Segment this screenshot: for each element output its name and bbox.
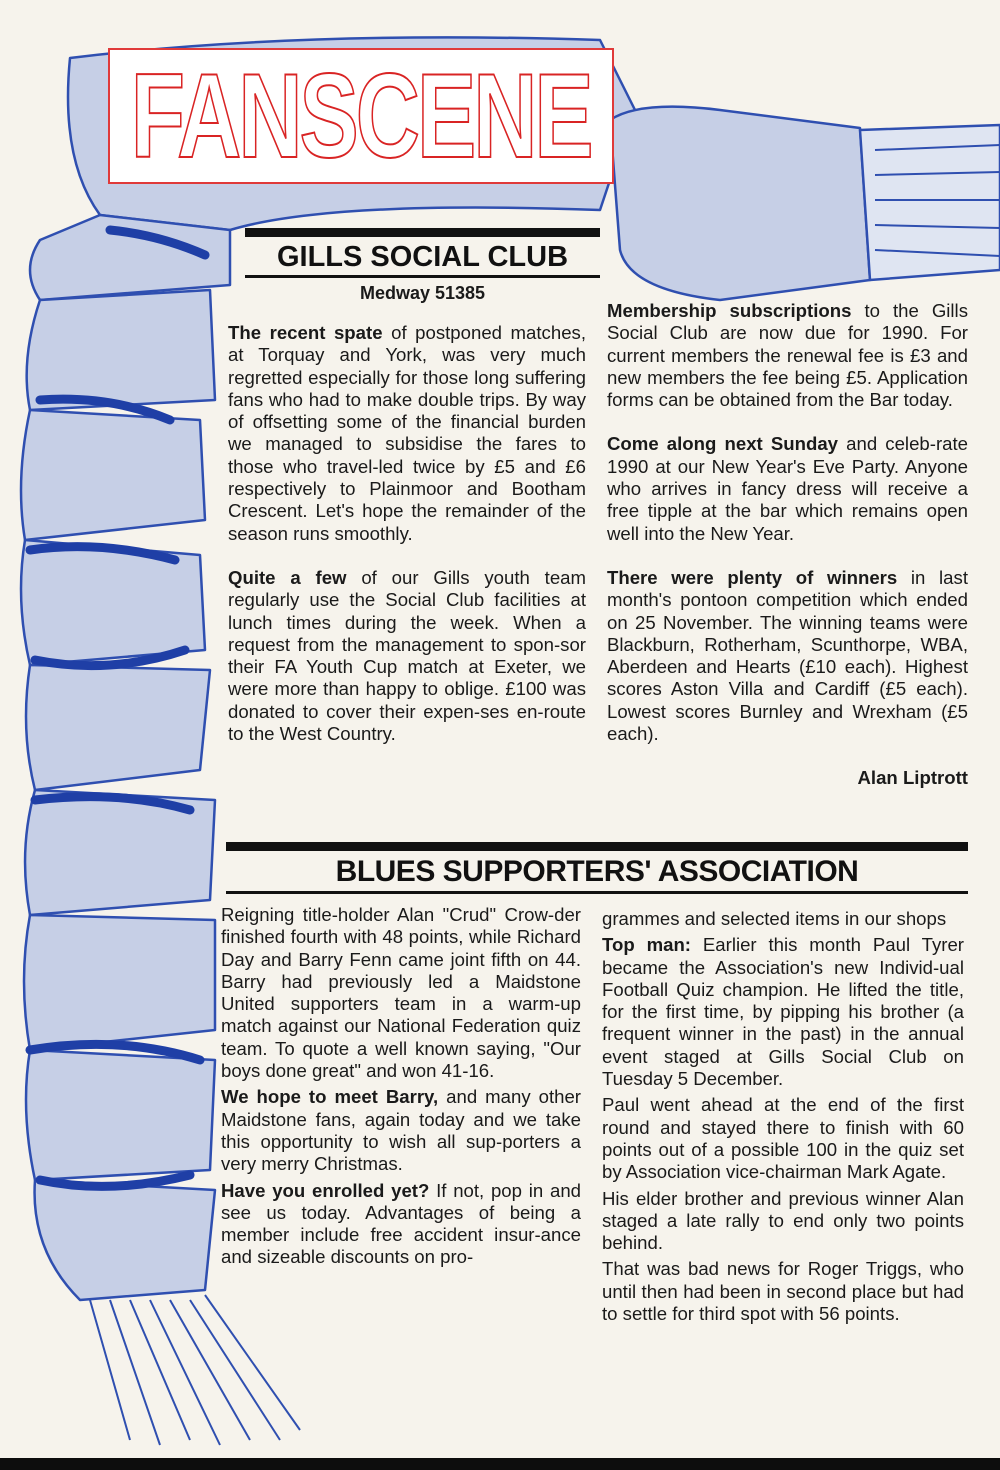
blues-heading: BLUES SUPPORTERS' ASSOCIATION	[335, 855, 859, 888]
paragraph-text: Earlier this month Paul Tyrer became the Association's new Individ-ual Football Quiz champion. He lifted the title, for the first time, by pipping his brother (a frequent winner in the past) in the annual event staged at Gills Social Club on Tuesday 5 December.	[602, 934, 964, 1090]
article-paragraph	[602, 1188, 964, 1255]
article-paragraph	[602, 934, 964, 1090]
paragraph-text: Reigning title-holder Alan "Crud" Crow-der finished fourth with 48 points, while Richard Day and Barry Fenn came joint fifth on 44. Barry had previously led a Maidstone United supporters team in a warm-up match against our National Federation quiz team. To quote a well known saying, "Our boys done great" and won 41-16.	[221, 904, 581, 1082]
article-paragraph	[607, 567, 968, 745]
article-paragraph	[228, 567, 586, 745]
article-paragraph	[602, 908, 964, 930]
paragraph-lead: We hope to meet Barry,	[221, 1086, 439, 1108]
paragraph-text: of postponed matches, at Torquay and York, was very much regretted especially for those long suffering fans who had to make double trips. By way of offsetting some of the financial burden we managed to subsidise the fares to those who travel-led twice by £5 and £6 respectively to Plainmoor and Bootham Crescent. Let's hope the remainder of the season runs smoothly.	[228, 322, 586, 544]
paragraph-lead: Membership subscriptions	[607, 300, 852, 321]
blues-left-column	[221, 904, 581, 1273]
paragraph-lead: Have you enrolled yet?	[221, 1179, 430, 1201]
gills-phone: Medway 51385	[359, 283, 486, 303]
blues-right-column	[602, 908, 964, 1329]
gills-left-column	[228, 322, 586, 767]
paragraph-text: in last month's pontoon competition which ended on 25 November. The winning teams were Blackburn, Rotherham, Scunthorpe, WBA, Aberdeen and Hearts (£10 each). Highest scores Aston Villa and Cardiff (£5 each). Lowest scores Burnley and Wrexham (£5 each).	[607, 566, 968, 745]
paragraph-text: If not, pop in and see us today. Advantages of being a member include free accident insur-ance and sizeable discounts on pro-	[221, 1179, 581, 1268]
paragraph-text: to the Gills Social Club are now due for 1990. For current members the renewal fee is £3 and new members the fee being £5. Application forms can be obtained from the Bar today.	[607, 300, 968, 411]
article-paragraph	[221, 904, 581, 1082]
paragraph-text: of our Gills youth team regularly use the Social Club facilities at lunch times during the week. When a request from the management to spon-sor their FA Youth Cup match at Exeter, we were more than happy to oblige. £100 was donated to cover their expen-ses en-route to the West Country.	[228, 566, 586, 745]
article-paragraph	[607, 300, 968, 411]
masthead	[108, 48, 614, 184]
heading-rule-bottom	[226, 891, 968, 894]
paragraph-text: Paul went ahead at the end of the first round and stayed there to finish with 60 points out of a possible 100 in the quiz set by Association vice-chairman Mark Agate.	[602, 1094, 964, 1183]
paragraph-lead: Quite a few	[228, 566, 347, 588]
paragraph-lead: There were plenty of winners	[607, 566, 898, 588]
article-paragraph	[228, 322, 586, 545]
paragraph-lead: The recent spate	[228, 322, 383, 343]
paragraph-text: and celeb-rate 1990 at our New Year's Eve Party. Anyone who arrives in fancy dress will receive a free tipple at the bar which remains open well into the New Year.	[607, 433, 968, 544]
heading-rule-top	[226, 842, 968, 851]
gills-right-column	[607, 300, 968, 790]
article-signature: Alan Liptrott	[857, 767, 968, 789]
article-paragraph	[602, 1094, 964, 1183]
heading-rule-top	[245, 228, 600, 237]
heading-rule-bottom	[245, 275, 600, 278]
article-paragraph	[221, 1180, 581, 1269]
article-paragraph	[607, 433, 968, 544]
blues-heading-block	[226, 842, 968, 894]
article-paragraph	[602, 1258, 964, 1325]
paragraph-lead: Top man:	[602, 934, 691, 956]
paragraph-text: and many other Maidstone fans, again today and we take this opportunity to wish all sup-porters a very merry Christmas.	[221, 1086, 581, 1175]
paragraph-text: grammes and selected items in our shops	[602, 908, 947, 929]
masthead-title: FANSCENE	[131, 49, 591, 183]
gills-heading-block	[245, 228, 600, 305]
paragraph-lead: Come along next Sunday	[607, 433, 839, 455]
paragraph-text: That was bad news for Roger Triggs, who until then had been in second place but had to settle for third spot with 56 points.	[602, 1258, 964, 1325]
article-paragraph	[221, 1086, 581, 1175]
paragraph-text: His elder brother and previous winner Alan staged a late rally to end only two points behind.	[602, 1187, 964, 1254]
gills-heading: GILLS SOCIAL CLUB	[276, 241, 569, 273]
page-bottom-rule	[0, 1458, 1000, 1470]
